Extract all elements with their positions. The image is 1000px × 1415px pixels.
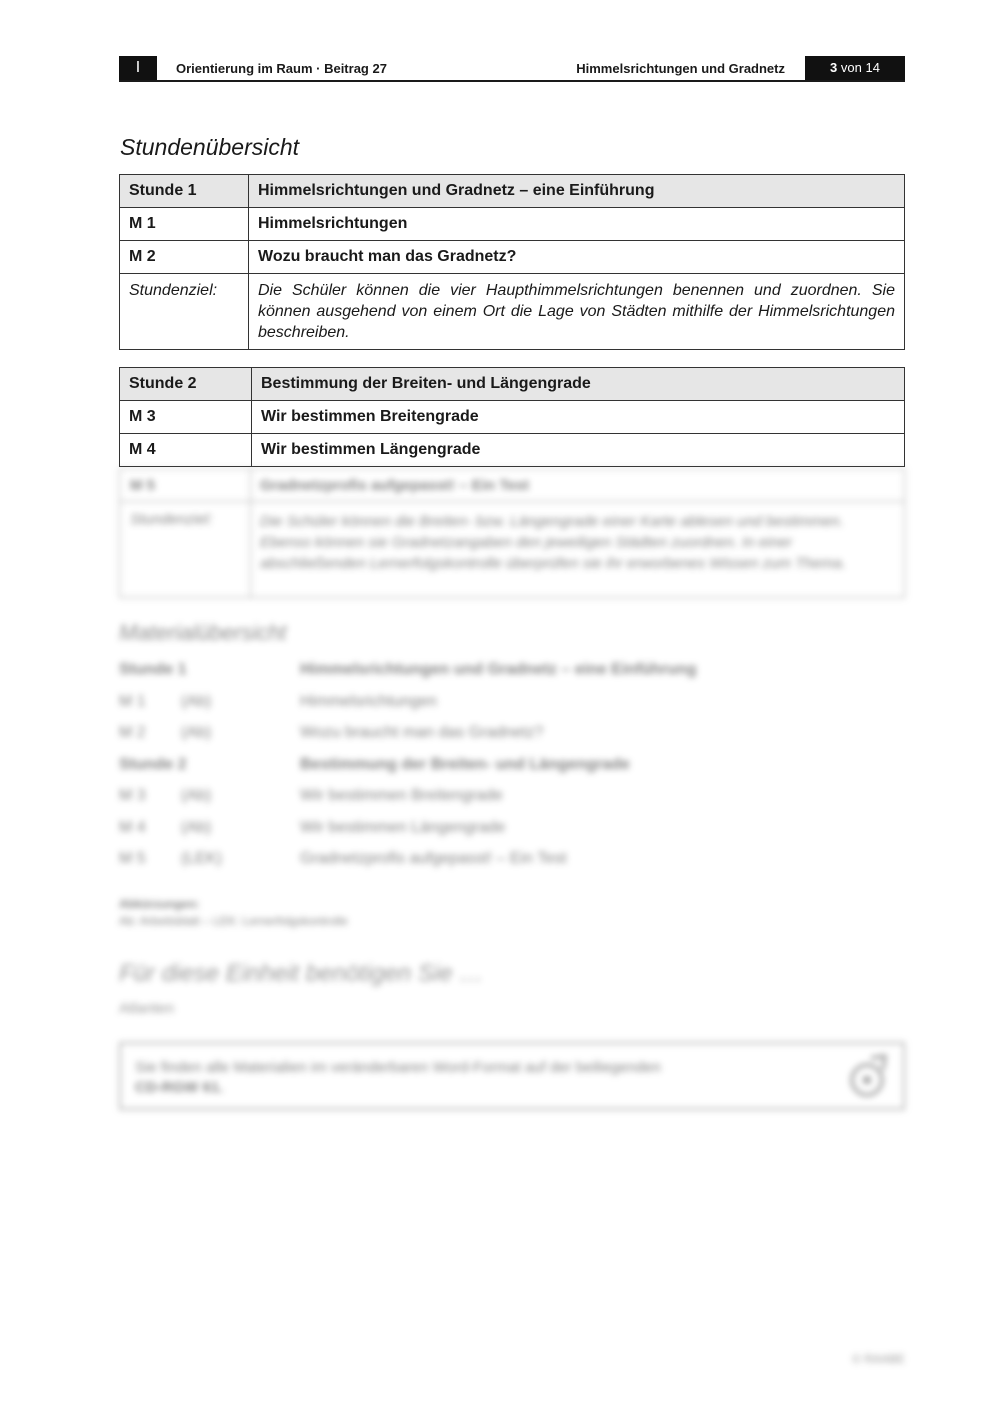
list-item: Stunde 2 Bestimmung der Breiten- und Längengrade (119, 755, 630, 773)
list-item: Stunde 1 Himmelsrichtungen und Gradnetz – eine Einführung (119, 661, 697, 678)
list-item: M 1 (Ab) Himmelsrichtungen (119, 692, 437, 710)
material-id: M 4 (120, 434, 252, 467)
lesson2-title: Bestimmung der Breiten- und Längengrade (252, 368, 905, 401)
cd-info-box (119, 1042, 905, 1110)
list-item: M 3 (Ab) Wir bestimmen Breitengrade (119, 787, 503, 804)
lesson2-label: Stunde 2 (120, 368, 252, 401)
material-overview-list (119, 655, 819, 876)
cd-info-line2: CD-RGW 61. (135, 1079, 224, 1096)
material-title: Wozu braucht man das Gradnetz? (249, 241, 905, 274)
abbreviations (119, 896, 348, 930)
material-id: M 1 (120, 208, 249, 241)
page-total: von 14 (840, 60, 880, 75)
table-row (120, 241, 905, 274)
page-header (119, 56, 905, 82)
goal-text: Die Schüler können die Breiten- bzw. Längengrade einer Karte ablesen und bestimmen. Ebenso können sie Gradnetzangaben den jeweiligen Städten zuordnen. In einer abschließenden Lernerfolgskontrolle überprüfen sie ihr erworbenes Wissen zum Thema. (260, 513, 846, 572)
table-row (120, 208, 905, 241)
header-series-title: Orientierung im Raum · Beitrag 27 (176, 61, 387, 76)
requirements-title: Für diese Einheit benötigen Sie … (119, 960, 484, 987)
abbreviations-title: Abkürzungen: (119, 897, 200, 911)
list-item: M 4 (Ab) Wir bestimmen Längengrade (119, 818, 506, 836)
material-id: M 3 (120, 401, 252, 434)
goal-text: Die Schüler können die vier Haupthimmelsrichtungen benennen und zuordnen. Sie können ausgehend von einem Ort die Lage von Städten mithilfe der Himmelsrichtungen beschreiben. (249, 274, 905, 350)
lesson2-continuation-table (119, 468, 905, 598)
lesson1-title: Himmelsrichtungen und Gradnetz – eine Einführung (249, 175, 905, 208)
page-number: 3 (830, 60, 838, 75)
header-tab-mark: I (119, 56, 157, 80)
material-title: Gradnetzprofis aufgepasst! – Ein Test (260, 477, 529, 494)
footer-copyright: © RAABE (852, 1352, 905, 1366)
material-overview-title: Materialübersicht (119, 620, 287, 645)
header-page-indicator (805, 56, 905, 80)
material-title: Himmelsrichtungen (249, 208, 905, 241)
table-row (120, 401, 905, 434)
cd-info-line1: Sie finden alle Materialien im veränderbaren Word-Format auf der beiliegenden (135, 1059, 661, 1076)
lesson1-goal-row (120, 274, 905, 350)
lesson1-label: Stunde 1 (120, 175, 249, 208)
material-id: M 2 (120, 241, 249, 274)
lesson2-header-row (120, 368, 905, 401)
table-row (120, 434, 905, 467)
lesson1-table (119, 174, 905, 350)
goal-label: Stundenziel: (130, 511, 213, 528)
lesson1-header-row (120, 175, 905, 208)
header-unit-title: Himmelsrichtungen und Gradnetz (576, 61, 785, 76)
requirements-text: Atlanten (119, 1000, 175, 1017)
list-item: M 2 (Ab) Wozu braucht man das Gradnetz? (119, 724, 544, 741)
material-title: Wir bestimmen Längengrade (252, 434, 905, 467)
section-title: Stundenübersicht (120, 134, 300, 160)
material-id: M 5 (130, 477, 156, 494)
list-item: M 5 (LEK) Gradnetzprofis aufgepasst! – Ein Test (119, 850, 567, 867)
lesson2-table (119, 367, 905, 467)
cd-icon (845, 1052, 891, 1100)
abbreviations-text: Ab: Arbeitsblatt – LEK: Lernerfolgskontrolle (119, 914, 348, 928)
material-title: Wir bestimmen Breitengrade (252, 401, 905, 434)
goal-label: Stundenziel: (120, 274, 249, 350)
